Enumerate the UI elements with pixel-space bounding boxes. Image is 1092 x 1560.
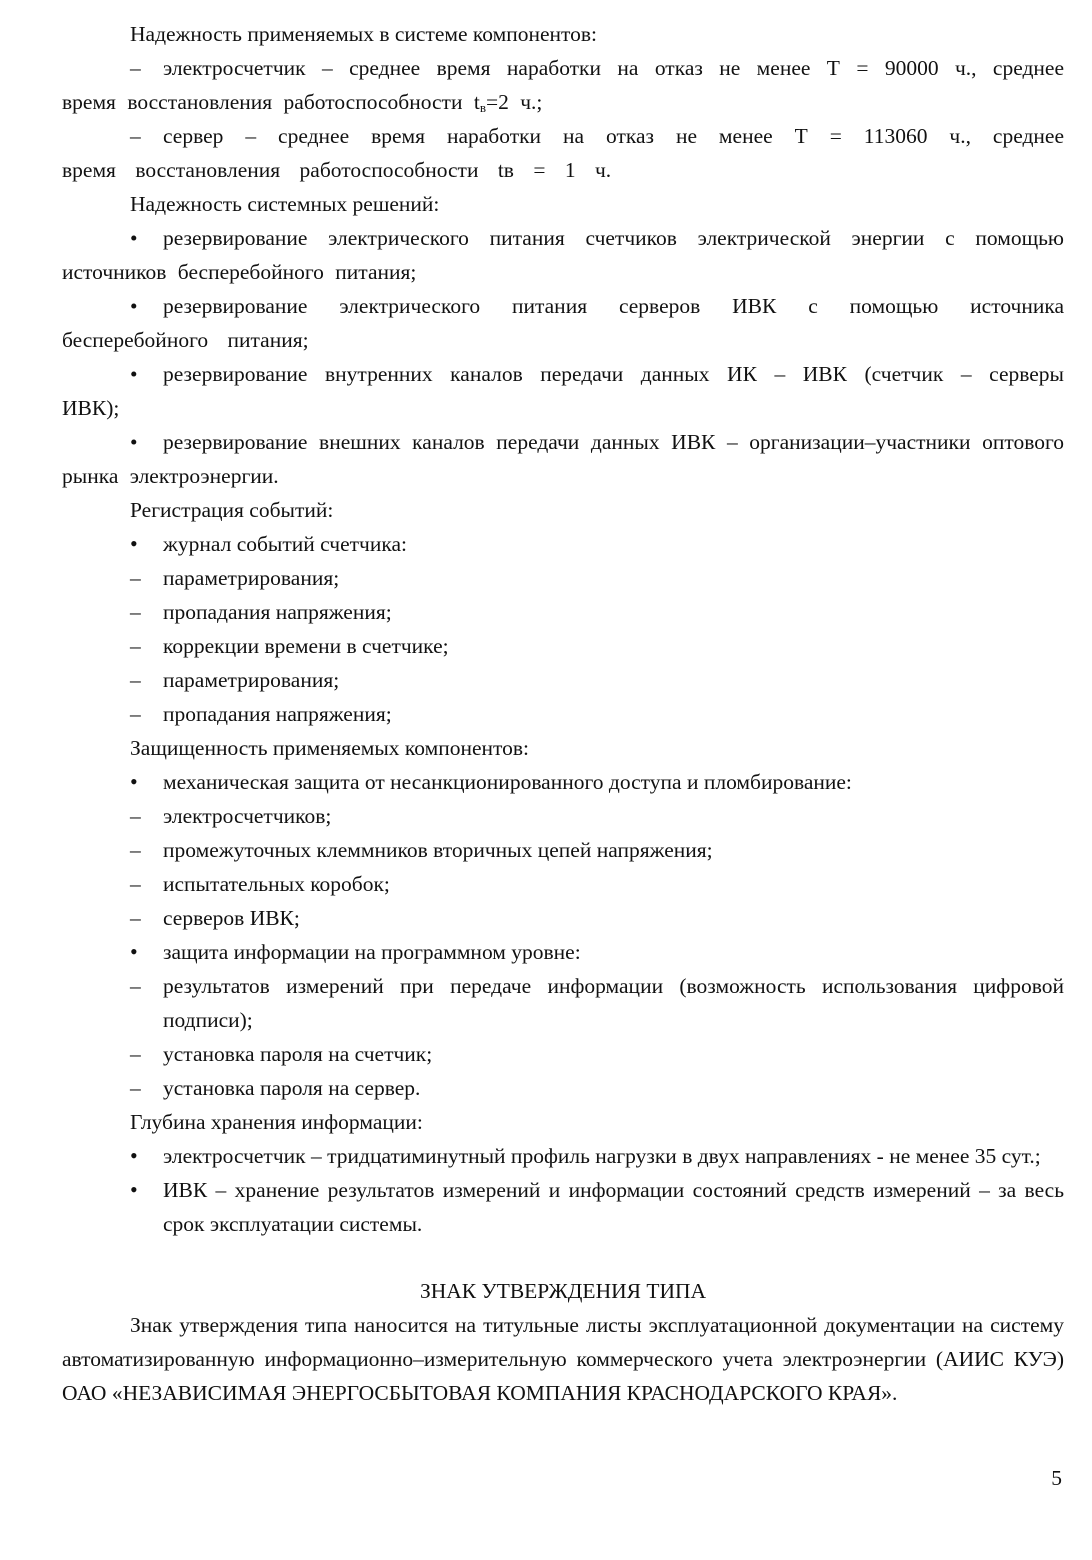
list-item <box>62 935 1064 969</box>
subscript: в <box>479 100 486 115</box>
list-item-text-suffix: =2 ч.; <box>485 90 543 114</box>
dash-marker: – <box>130 1042 141 1066</box>
dash-marker: – <box>130 668 141 692</box>
list-item <box>62 561 1064 595</box>
dash-marker: – <box>130 872 141 896</box>
section-heading-component-reliability: Надежность применяемых в системе компонентов: <box>130 22 598 46</box>
list-item <box>62 901 1064 935</box>
list-item-text: установка пароля на сервер. <box>163 1076 421 1100</box>
list-item-meter-ups <box>62 221 1064 289</box>
list-item-text: параметрирования; <box>163 668 340 692</box>
dash-marker: – <box>130 566 141 590</box>
bullet-marker: • <box>130 362 138 386</box>
list-item <box>62 765 1064 799</box>
list-item <box>62 867 1064 901</box>
list-item <box>62 1173 1064 1241</box>
dash-marker: – <box>130 600 141 624</box>
bullet-marker: • <box>130 430 138 454</box>
list-item-text: коррекции времени в счетчике; <box>163 634 449 658</box>
list-item <box>62 799 1064 833</box>
list-item <box>62 969 1064 1037</box>
list-item-text: пропадания напряжения; <box>163 702 392 726</box>
list-item <box>62 663 1064 697</box>
section-title-type-approval: ЗНАК УТВЕРЖДЕНИЯ ТИПА <box>419 1279 707 1303</box>
list-item-text: журнал событий счетчика: <box>163 532 407 556</box>
list-item-text: резервирование электрического питания счетчиков электрической энергии с помощью источников бесперебойного питания; <box>62 226 1064 284</box>
bullet-marker: • <box>130 1177 138 1202</box>
list-item-text: параметрирования; <box>163 566 340 590</box>
dash-marker: – <box>130 1076 141 1100</box>
list-item-text: испытательных коробок; <box>163 872 390 896</box>
list-item-server-ups <box>62 289 1064 357</box>
list-item <box>62 697 1064 731</box>
dash-marker: – <box>130 702 141 726</box>
dash-marker: – <box>130 634 141 658</box>
list-item-text: ИВК – хранение результатов измерений и информации состояний средств измерений – за весь срок эксплуатации системы. <box>163 1178 1064 1236</box>
bullet-marker: • <box>130 1143 138 1168</box>
type-approval-paragraph: Знак утверждения типа наносится на титульные листы эксплуатационной документации на систему автоматизированную информационно–измерительную коммерческого учета электроэнергии (АИИС КУЭ) ОАО «НЕЗАВИСИМАЯ ЭНЕРГОСБЫТОВАЯ КОМПАНИЯ КРАСНОДАРСКОГО КРАЯ». <box>62 1313 1064 1405</box>
list-item <box>62 1139 1064 1173</box>
dash-marker: – <box>130 838 141 862</box>
list-item-external-channels <box>62 425 1064 493</box>
section-heading-system-reliability: Надежность системных решений: <box>130 192 440 216</box>
dash-marker: – <box>130 56 141 80</box>
bullet-marker: • <box>130 294 138 318</box>
dash-marker: – <box>130 804 141 828</box>
list-item <box>62 1037 1064 1071</box>
list-item <box>62 527 1064 561</box>
dash-marker: – <box>130 124 141 148</box>
list-item-text: резервирование электрического питания серверов ИВК с помощью источника бесперебойного питания; <box>62 294 1064 352</box>
list-item-text: защита информации на программном уровне: <box>163 940 581 964</box>
list-item-text: пропадания напряжения; <box>163 600 392 624</box>
page-number: 5 <box>1051 1466 1062 1490</box>
list-item <box>62 1071 1064 1105</box>
list-item <box>62 833 1064 867</box>
list-item-text: промежуточных клеммников вторичных цепей напряжения; <box>163 838 713 862</box>
bullet-marker: • <box>130 226 138 250</box>
document-page <box>62 17 1064 1410</box>
list-item-text: электросчетчик – среднее время наработки на отказ не менее Т = 90000 ч., среднее время восстановления работоспособности t <box>62 56 1064 114</box>
list-item-text: сервер – среднее время наработки на отказ не менее Т = 113060 ч., среднее время восстановления работоспособности tв = 1 ч. <box>62 124 1064 182</box>
bullet-marker: • <box>130 531 138 556</box>
list-item <box>62 595 1064 629</box>
bullet-marker: • <box>130 939 138 964</box>
list-item-text: резервирование внешних каналов передачи данных ИВК – организации–участники оптового рынка электроэнергии. <box>62 430 1064 488</box>
section-heading-storage-depth: Глубина хранения информации: <box>130 1110 423 1134</box>
section-heading-event-registration: Регистрация событий: <box>130 498 334 522</box>
section-heading-protection: Защищенность применяемых компонентов: <box>130 736 530 760</box>
list-item-text: резервирование внутренних каналов передачи данных ИК – ИВК (счетчик – серверы ИВК); <box>62 362 1064 420</box>
list-item-text: установка пароля на счетчик; <box>163 1042 433 1066</box>
list-item-text: серверов ИВК; <box>163 906 300 930</box>
list-item <box>62 629 1064 663</box>
bullet-marker: • <box>130 769 138 794</box>
dash-marker: – <box>130 974 141 998</box>
list-item-meter-reliability <box>62 51 1064 119</box>
list-item-text: механическая защита от несанкционированного доступа и пломбирование: <box>163 770 852 794</box>
list-item-server-reliability <box>62 119 1064 187</box>
list-item-text: результатов измерений при передаче информации (возможность использования цифровой подписи); <box>163 974 1064 1032</box>
dash-marker: – <box>130 906 141 930</box>
list-item-internal-channels <box>62 357 1064 425</box>
list-item-text: электросчетчик – тридцатиминутный профиль нагрузки в двух направлениях - не менее 35 сут.; <box>163 1144 1041 1168</box>
list-item-text: электросчетчиков; <box>163 804 332 828</box>
